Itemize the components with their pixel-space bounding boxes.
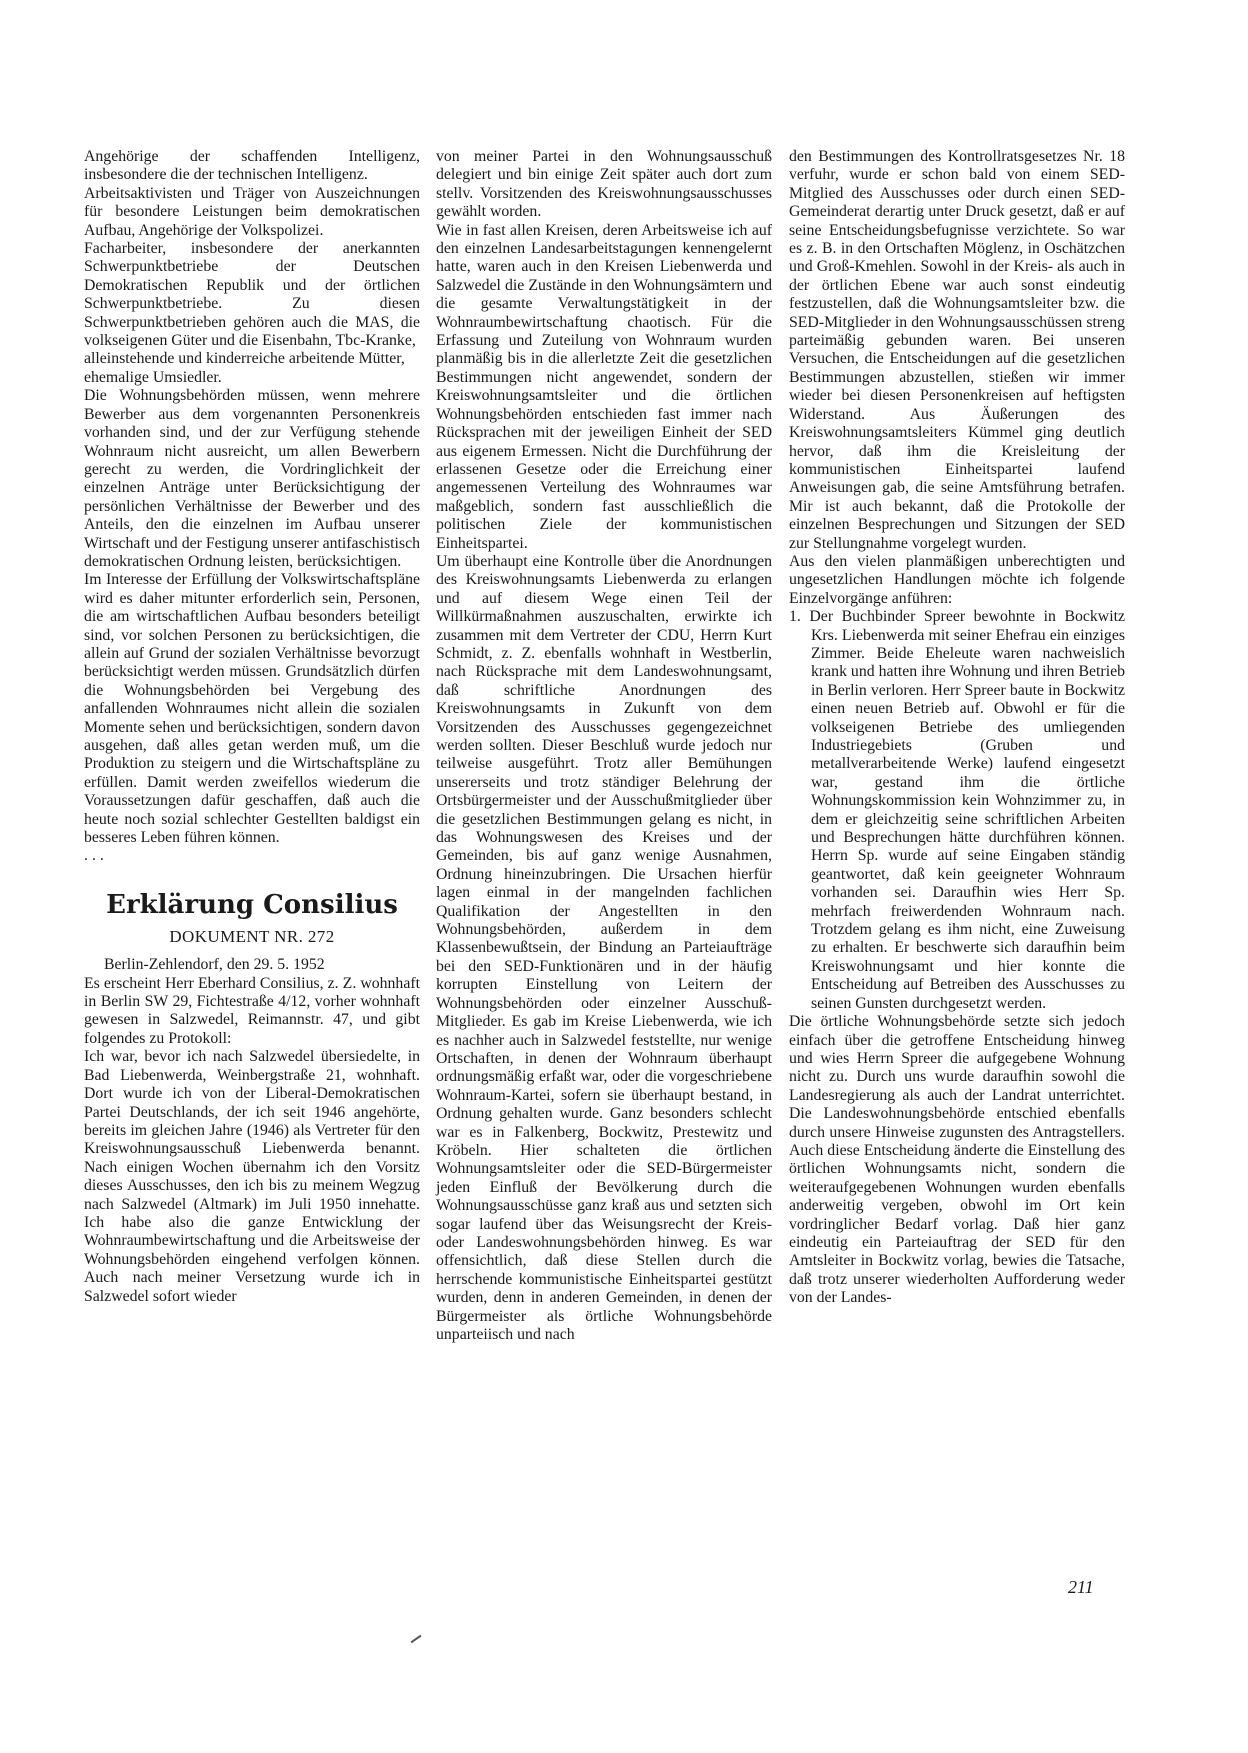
paragraph: Im Interesse der Erfüllung der Volkswirtschaftspläne wird es daher mitunter erforderlich sein, Personen, die am wirtschaftlichen Aufbau besonders beteiligt sind, vor solchen Personen zu berücksichtigen, die allein auf Grund der sozialen Verhältnisse bevorzugt berücksichtigt werden müssen. Grundsätzlich dürfen die Wohnungsbehörden bei Vergebung des anfallenden Wohnraumes nicht allein die sozialen Momente sehen und berücksichtigen, sondern davon ausgehen, daß alles getan werden muß, um die Produktion zu steigern und die Wirtschaftspläne zu erfüllen. Damit werden zweifellos wiederum die Voraussetzungen dafür geschaffen, daß auch die heute noch sozial schlechter Gestellten baldigst ein besseres Leben führen können. <box>84 571 420 847</box>
paragraph: Um überhaupt eine Kontrolle über die Anordnungen des Kreiswohnungsamts Liebenwerda zu erlangen und auf diesem Wege einen Teil der Willkürmaßnahmen auszuschalten, erwirkte ich zusammen mit dem Vertreter der CDU, Herrn Kurt Schmidt, z. Z. ebenfalls wohnhaft in Westberlin, nach Rücksprache mit dem Landeswohnungsamt, daß schriftliche Anordnungen des Kreiswohnungsamts in Zukunft von dem Vorsitzenden des Ausschusses gegengezeichnet werden sollten. Dieser Beschluß wurde jedoch nur teilweise ausgeführt. Trotz aller Bemühungen unsererseits und trotz ständiger Belehrung der Ortsbürgermeister und der Ausschußmitglieder über die gesetzlichen Bestimmungen gelang es nicht, in das Wohnungswesen des Kreises und der Gemeinden, bis auf ganz wenige Ausnahmen, Ordnung hineinzubringen. Die Ursachen hierfür lagen einmal in der mangelnden fachlichen Qualifikation der Angestellten in den Wohnungsbehörden, außerdem in dem Klassenbewußtsein, der Bindung an Parteiaufträge bei den SED-Funktionären und in der häufig korrupten Einstellung von Leitern der Wohnungsbehörden oder einzelner Ausschuß-Mitglieder. Es gab im Kreise Liebenwerda, wie ich es nachher auch in Salzwedel feststellte, nur wenige Ortschaften, in denen der Wohnraum überhaupt ordnungsmäßig erfaßt war, oder die vorgeschriebene Wohnraum-Kartei, sofern sie überhaupt bestand, in Ordnung gehalten wurde. Ganz besonders schlecht war es in Falkenberg, Bockwitz, Prestewitz und Kröbeln. Hier schalteten die örtlichen Wohnungsamtsleiter oder die SED-Bürgermeister jeden Einfluß der Bevölkerung durch die Wohnungsausschüsse ganz kraß aus und setzten sich sogar laufend über das Weisungsrecht der Kreis- oder Landeswohnungsbehörden hinweg. Es war offensichtlich, daß diese Stellen durch die herrschende kommunistische Einheitspartei gestützt wurden, denn in anderen Gemeinden, in denen der Bürgermeister als örtliche Wohnungsbehörde unparteiisch und nach <box>436 552 772 1343</box>
ellipsis: ... <box>84 847 108 865</box>
paragraph: Ich war, bevor ich nach Salzwedel übersiedelte, in Bad Liebenwerda, Weinbergstraße 21, wohnhaft. Dort wurde ich von der Liberal-Demokratischen Partei Deutschlands, der ich seit 1946 angehörte, bereits im gleichen Jahre (1946) als Vertreter für den Kreiswohnungsausschuß Liebenwerda benannt. Nach einigen Wochen übernahm ich den Vorsitz dieses Ausschusses, den ich bis zu meinem Wegzug nach Salzwedel (Altmark) im Juli 1950 innehatte. Ich habe also die ganze Entwicklung der Wohnraumbewirtschaftung und die Arbeitsweise der Wohnungsbehörden eingehend verfolgen können. Auch nach meiner Versetzung wurde ich in Salzwedel sofort wieder <box>84 1048 420 1305</box>
paragraph: Facharbeiter, insbesondere der anerkannten Schwerpunktbetriebe der Deutschen Demokratischen Republik und der örtlichen Schwerpunktbetriebe. Zu diesen Schwerpunktbetrieben gehören auch die MAS, die volkseigenen Güter und die Eisenbahn, Tbc-Kranke, <box>84 240 420 350</box>
paragraph: Aus den vielen planmäßigen unberechtigten und ungesetzlichen Handlungen möchte ich folgende Einzelvorgänge anführen: <box>789 552 1125 607</box>
numbered-item: 1. Der Buchbinder Spreer bewohnte in Bockwitz Krs. Liebenwerda mit seiner Ehefrau ein einziges Zimmer. Beide Eheleute waren nachweislich krank und hatten ihre Wohnung und ihren Betrieb in Berlin verloren. Herr Spreer baute in Bockwitz einen neuen Betrieb auf. Obwohl er für die volkseigenen Betriebe des umliegenden Industriegebiets (Gruben und metallverarbeitende Werke) laufend eingesetzt war, gestand ihm die örtliche Wohnungskommission kein Wohnzimmer zu, in dem er gleichzeitig seine schriftlichen Arbeiten und Besprechungen hätte durchführen können. Herrn Sp. wurde auf seine Eingaben ständig geantwortet, daß kein geeigneter Wohnraum vorhanden sei. Daraufhin wies Herr Sp. mehrfach freiwerdenden Wohnraum nach. Trotzdem gelang es ihm nicht, eine Zuweisung zu erhalten. Er beschwerte sich daraufhin beim Kreiswohnungsamt und hier konnte die Entscheidung auf Betreiben des Ausschusses zu seinen Gunsten durchgesetzt werden. <box>789 608 1125 1012</box>
paragraph: Wie in fast allen Kreisen, deren Arbeitsweise ich auf den einzelnen Landesarbeitstagungen kennengelernt hatte, waren auch in den Kreisen Liebenwerda und Salzwedel die Zustände in den Wohnungsämtern und die gesamte Verwaltungstätigkeit in der Wohnraumbewirtschaftung chaotisch. Für die Erfassung und Zuteilung von Wohnraum wurden planmäßig bis in die allerletzte Zeit die gesetzlichen Bestimmungen nicht angewendet, sondern der Kreiswohnungsamtsleiter und die örtlichen Wohnungsbehörden entschieden fast immer nach Rücksprachen mit der jeweiligen Einheit der SED aus eigenem Ermessen. Nicht die Durchführung der erlassenen Gesetze oder die Erreichung einer angemessenen Verteilung des Wohnraumes war maßgeblich, sondern fast ausschließlich die politischen Ziele der kommunistischen Einheitspartei. <box>436 221 772 552</box>
text-column-middle <box>436 148 772 1344</box>
text-column-right <box>789 148 1125 1308</box>
paragraph: Angehörige der schaffenden Intelligenz, insbesondere die der technischen Intelligenz. <box>84 148 420 184</box>
scan-mark <box>411 1635 422 1644</box>
section-heading: Erklärung Consilius <box>106 889 398 920</box>
document-number: DOKUMENT NR. 272 <box>169 926 335 946</box>
paragraph: Es erscheint Herr Eberhard Consilius, z. Z. wohnhaft in Berlin SW 29, Fichtestraße 4/12, vorher wohnhaft gewesen in Salzwedel, Reimannstr. 47, und gibt folgendes zu Protokoll: <box>84 974 420 1047</box>
paragraph: von meiner Partei in den Wohnungsausschuß delegiert und bin einige Zeit später auch dort zum stellv. Vorsitzenden des Kreiswohnungsausschusses gewählt worden. <box>436 148 772 221</box>
page-number: 211 <box>1068 1577 1094 1597</box>
paragraph: alleinstehende und kinderreiche arbeitende Mütter, <box>84 350 405 368</box>
text-column-left <box>84 148 420 1306</box>
paragraph: Arbeitsaktivisten und Träger von Auszeichnungen für besondere Leistungen beim demokratischen Aufbau, Angehörige der Volkspolizei. <box>84 184 420 239</box>
paragraph: den Bestimmungen des Kontrollratsgesetzes Nr. 18 verfuhr, wurde er schon bald von einem SED-Mitglied des Ausschusses oder durch einen SED-Gemeinderat derartig unter Druck gesetzt, daß er auf seine Entscheidungsbefugnisse verzichtete. So war es z. B. in den Ortschaften Möglenz, in Oschätzchen und Groß-Kmehlen. Sowohl in der Kreis- als auch in der örtlichen Ebene war auch sonst eindeutig festzustellen, daß die Wohnungsamtsleiter bzw. die SED-Mitglieder in den Wohnungsausschüssen streng parteimäßig gebunden waren. Bei unseren Versuchen, die Entscheidungen auf die gesetzlichen Bestimmungen abzustellen, stießen wir immer wieder bei diesen Personenkreisen auf heftigsten Widerstand. Aus Äußerungen des Kreiswohnungsamtsleiters Kümmel ging deutlich hervor, daß ihm die Kreisleitung der kommunistischen Einheitspartei laufend Anweisungen gab, die seine Amtsführung betrafen. Mir ist auch bekannt, daß die Protokolle der einzelnen Besprechungen und Sitzungen der SED zur Stellungnahme vorgelegt wurden. <box>789 148 1125 552</box>
paragraph: Die Wohnungsbehörden müssen, wenn mehrere Bewerber aus dem vorgenannten Personenkreis vorhanden sind, und der zur Verfügung stehende Wohnraum nicht ausreicht, um allen Bewerbern gerecht zu werden, die Vordringlichkeit der einzelnen Anträge unter Berücksichtigung der persönlichen Verhältnisse der Bewerber und des Anteils, den die einzelnen im Aufbau unserer Wirtschaft und der Festigung unserer antifaschistisch demokratischen Ordnung leisten, berücksichtigen. <box>84 387 420 570</box>
paragraph: ehemalige Umsiedler. <box>84 368 222 386</box>
date-line: Berlin-Zehlendorf, den 29. 5. 1952 <box>104 956 325 974</box>
paragraph: Die örtliche Wohnungsbehörde setzte sich jedoch einfach über die getroffene Entscheidung hinweg und wies Herrn Spreer die aufgegebene Wohnung nicht zu. Durch uns wurde daraufhin sowohl die Landesregierung als auch der Landrat unterrichtet. Die Landeswohnungsbehörde entschied ebenfalls durch unsere Hinweise zugunsten des Antragstellers. Auch diese Entscheidung änderte die Einstellung des örtlichen Wohnungsamts nicht, sondern die weiteraufgegebenen Wohnungen wurden ebenfalls anderweitig vergeben, obwohl im Ort kein vordringlicher Bedarf vorlag. Daß hier ganz eindeutig ein Parteiauftrag der SED für den Amtsleiter in Bockwitz vorlag, bewies die Tatsache, daß trotz unserer wiederholten Aufforderung weder von der Landes- <box>789 1013 1125 1307</box>
